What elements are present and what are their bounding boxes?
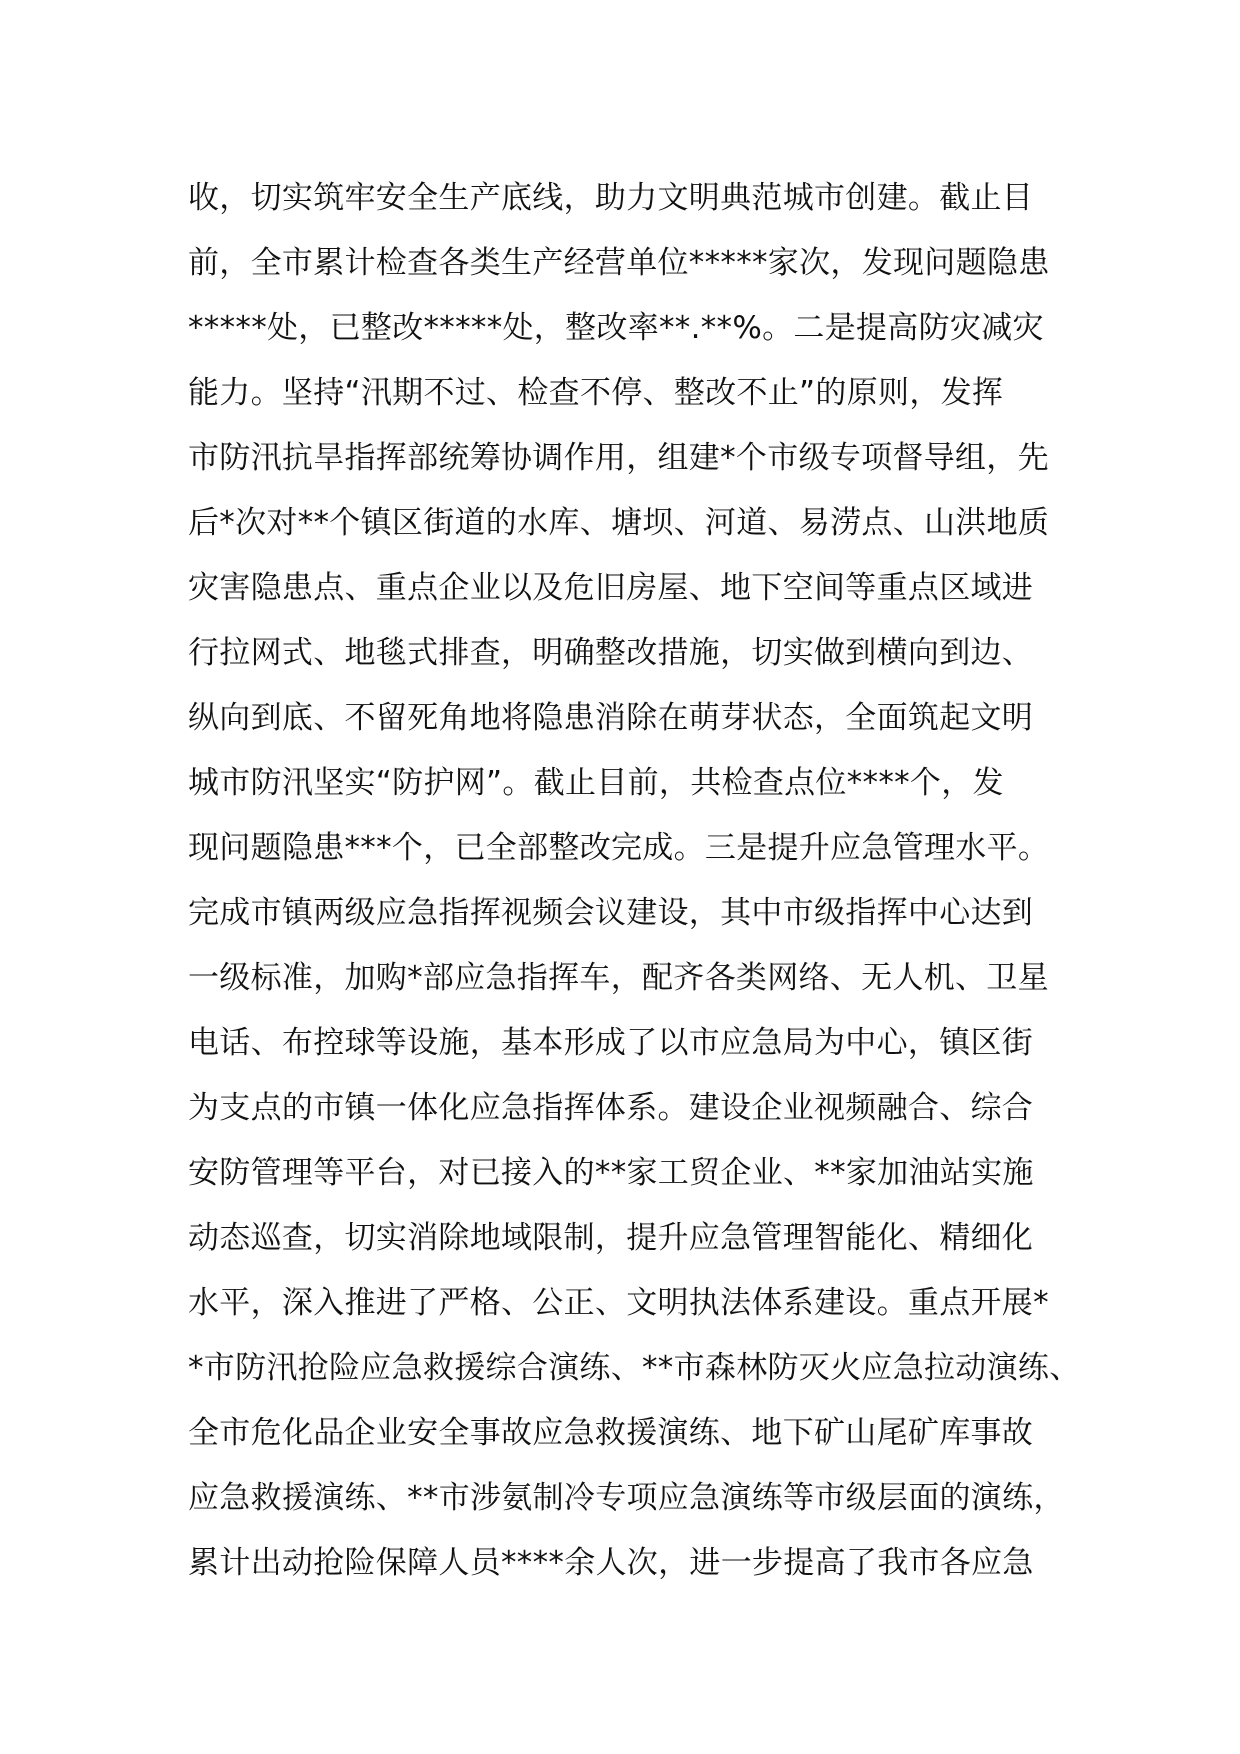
text-line: *****处，已整改*****处，整改率**.**%。二是提高防灾减灾 <box>188 310 1044 346</box>
text-line: 现问题隐患***个，已全部整改完成。三是提升应急管理水平。 <box>188 830 1050 866</box>
text-line: 电话、布控球等设施，基本形成了以市应急局为中心，镇区街 <box>188 1025 1034 1061</box>
text-line: 安防管理等平台，对已接入的**家工贸企业、**家加油站实施 <box>188 1155 1034 1191</box>
text-line: 后*次对**个镇区街道的水库、塘坝、河道、易涝点、山洪地质 <box>188 505 1050 541</box>
text-line: 纵向到底、不留死角地将隐患消除在萌芽状态，全面筑起文明 <box>188 700 1034 736</box>
text-line: 行拉网式、地毯式排查，明确整改措施，切实做到横向到边、 <box>188 635 1034 671</box>
text-line: 累计出动抢险保障人员****余人次，进一步提高了我市各应急 <box>188 1545 1034 1581</box>
text-line: 能力。坚持“汛期不过、检查不停、整改不止”的原则，发挥 <box>188 375 1004 411</box>
text-line: 收，切实筑牢安全生产底线，助力文明典范城市创建。截止目 <box>188 180 1034 216</box>
body-text <box>188 170 1088 1600</box>
text-line: 城市防汛坚实“防护网”。截止目前，共检查点位****个，发 <box>188 765 1004 801</box>
text-line: 完成市镇两级应急指挥视频会议建设，其中市级指挥中心达到 <box>188 895 1034 931</box>
text-line: 水平，深入推进了严格、公正、文明执法体系建设。重点开展* <box>188 1285 1049 1321</box>
text-line: 动态巡查，切实消除地域限制，提升应急管理智能化、精细化 <box>188 1220 1034 1256</box>
text-line: 一级标准，加购*部应急指挥车，配齐各类网络、无人机、卫星 <box>188 960 1049 996</box>
text-line: 市防汛抗旱指挥部统筹协调作用，组建*个市级专项督导组，先 <box>188 440 1049 476</box>
text-line: *市防汛抢险应急救援综合演练、**市森林防灭火应急拉动演练、 <box>188 1350 1081 1386</box>
text-line: 应急救援演练、**市涉氨制冷专项应急演练等市级层面的演练， <box>188 1480 1065 1516</box>
text-line: 全市危化品企业安全事故应急救援演练、地下矿山尾矿库事故 <box>188 1415 1034 1451</box>
text-line: 灾害隐患点、重点企业以及危旧房屋、地下空间等重点区域进 <box>188 570 1034 606</box>
text-line: 为支点的市镇一体化应急指挥体系。建设企业视频融合、综合 <box>188 1090 1034 1126</box>
text-line: 前，全市累计检查各类生产经营单位*****家次，发现问题隐患 <box>188 245 1050 281</box>
